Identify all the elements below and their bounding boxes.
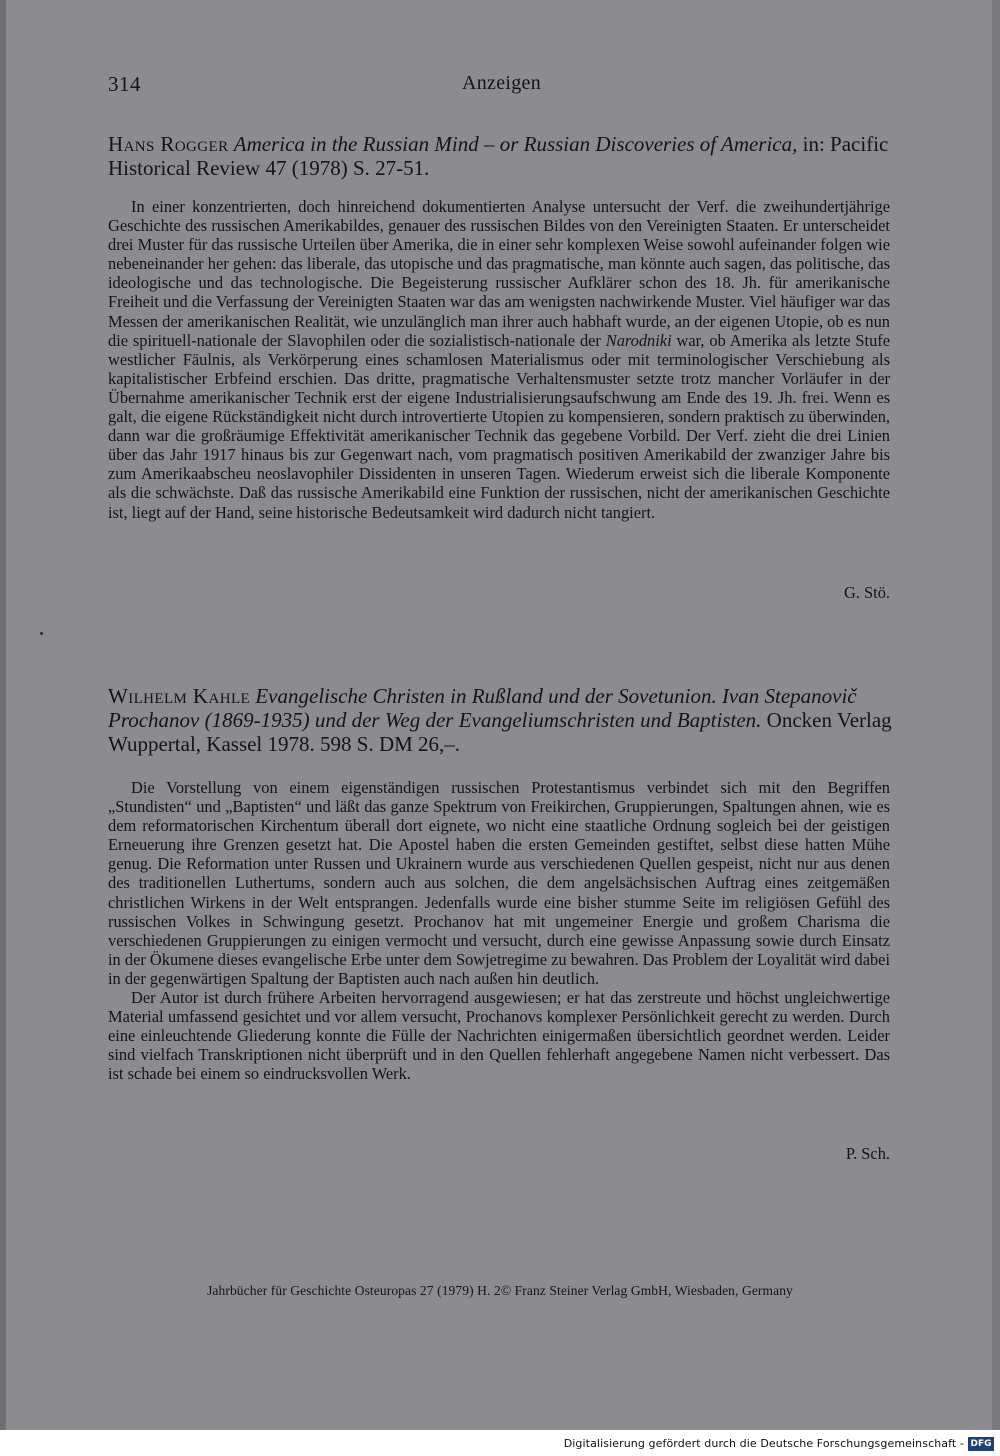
entry-1-text-part-2: war, ob Amerika als letzte Stufe westlicher Fäulnis, als Verkörperung eines schamlosen Materialismus oder mit terminologischer Verschiebung als kapitalistischer Erbfeind erschien. Das dritte, pragmatische Verhaltensmuster setzte trotz mancher Vorläufer in der Übernahme amerikanischer Technik erst der eigene Industrialisierungsaufschwung am Ende des 19. Jh. frei. Wenn es galt, die eigene Rückständigkeit nicht durch introvertierte Utopien zu kompensieren, sondern praktisch zu überwinden, dann war die großräumige Effektivität amerikanischer Technik das gegebene Vorbild. Der Verf. zieht die drei Linien über das Jahr 1917 hinaus bis zur Gegenwart nach, vom pragmatisch positiven Amerikabild der zwanziger Jahre bis zum Amerikaabscheu neoslavophiler Dissidenten in unseren Tagen. Wiederum erweist sich die liberale Komponente als die schwächste. Daß das russische Amerikabild eine Funktion der russischen, nicht der amerikanischen Geschichte ist, liegt auf der Hand, seine historische Bedeutsamkeit wird dadurch nicht tangiert. xyxy=(108,330,890,522)
entry-2-paragraph-2: Der Autor ist durch frühere Arbeiten hervorragend ausgewiesen; er hat das zerstreute und höchst ungleichwertige Material umfassend gesichtet und vor allem versucht, Prochanovs komplexer Persönlichkeit gerecht zu werden. Durch eine einleuchtende Gliederung konnte die Fülle der Nachrichten einigermaßen übersichtlich geordnet werden. Leider sind vielfach Transkriptionen nicht überprüft und in den Quellen fehlerhaft angegebene Namen nicht verbessert. Das ist schade bei einem so eindrucksvollen Werk. xyxy=(108,988,890,1084)
entry-2-author: Wilhelm Kahle xyxy=(108,684,251,708)
running-head: Anzeigen xyxy=(462,72,542,94)
entry-2-signature: P. Sch. xyxy=(845,1144,890,1163)
scan-edge-right xyxy=(992,0,1000,1430)
entry-1-author: Hans Rogger xyxy=(108,132,229,156)
entry-1-text-italic: Narodniki xyxy=(605,330,672,350)
entry-1-title: America in the Russian Mind – or Russian Discoveries of America, xyxy=(233,132,798,156)
digitization-footer xyxy=(0,1430,1000,1456)
entry-1-source: in: Pacific Historical Review 47 (1978) S. 27-51. xyxy=(108,132,889,180)
entry-1-heading xyxy=(108,132,893,180)
entry-2-paragraph-1: Die Vorstellung von einem eigenständigen russischen Protestantismus verbindet sich mit den Begriffen „Stundisten“ und „Baptisten“ und läßt das ganze Spektrum von Freikirchen, Gruppierungen, Spaltungen ahnen, wie es dem reformatorischen Kirchentum überall dort eignete, wo nicht eine staatliche Ordnung sogleich bei der geistigen Erneuerung ihre Grenzen gesetzt hat. Die Apostel haben die ersten Gemeinden gestiftet, selbst diese hatten Mühe genug. Die Reformation unter Russen und Ukrainern wurde aus verschiedenen Quellen gespeist, nicht nur aus denen des traditionellen Luthertums, sondern auch aus solchen, die dem angelsächsischen Auftrag eines zeitgemäßen christlichen Wirkens in der Welt entsprangen. Jedenfalls wurde eine bisher stumme Seite im religiösen Gefühl des russischen Volkes in Schwingung gesetzt. Prochanov hat mit ungemeiner Energie und großem Charisma die verschiedenen Gruppierungen zu einigen vermocht und versucht, durch eine gewisse Anpassung sowie durch Einsatz in der Ökumene dieses evangelische Erbe unter dem Sowjetregime zu bewahren. Das Problem der Loyalität wird dabei in der gegenwärtigen Spaltung der Baptisten auch nach außen hin deutlich. xyxy=(108,778,890,988)
dfg-logo-icon: DFG xyxy=(968,1437,994,1451)
entry-2-title: Evangelische Christen in Rußland und der Sovetunion. Ivan Stepanovič Prochanov (1869-1935) und der Weg der Evangeliumschristen und Baptisten. xyxy=(108,684,857,732)
entry-1-signature: G. Stö. xyxy=(844,583,890,602)
entry-2-heading xyxy=(108,684,893,756)
entry-1-text-part-1: In einer konzentrierten, doch hinreichend dokumentierten Analyse untersucht der Verf. die zweihundertjährige Geschichte des russischen Amerikabildes, genauer des russischen Bildes von den Vereinigten Staaten. Er unterscheidet drei Muster für das russische Urteilen über Amerika, die in einer sehr komplexen Weise sowohl aufeinander folgen wie nebeneinander her gehen: das liberale, das utopische und das pragmatische, man könnte auch sagen, das politische, das ideologische und das technologische. Die Begeisterung russischer Aufklärer schon des 18. Jh. für amerikanische Freiheit und die Verfassung der Vereinigten Staaten war das am wenigsten nachwirkende Muster. Viel häufiger war das Messen der amerikanischen Realität, wie unzulänglich man ihrer auch habhaft wurde, an der eigenen Utopie, ob es nun die spirituell-nationale der Slavophilen oder die sozialistisch-nationale der xyxy=(108,197,890,350)
scan-edge-left xyxy=(0,0,6,1430)
entry-1-review xyxy=(108,197,890,522)
digitization-credit: Digitalisierung gefördert durch die Deutsche Forschungsgemeinschaft - xyxy=(563,1437,964,1450)
journal-copyright: Jahrbücher für Geschichte Osteuropas 27 (1979) H. 2© Franz Steiner Verlag GmbH, Wiesbaden, Germany xyxy=(207,1283,793,1298)
entry-2-review xyxy=(108,778,890,1084)
page-number: 314 xyxy=(108,72,141,96)
entry-2-source: Oncken Verlag Wuppertal, Kassel 1978. 598 S. DM 26,–. xyxy=(108,708,892,756)
entry-1-paragraph xyxy=(108,197,890,522)
margin-mark xyxy=(40,632,43,635)
